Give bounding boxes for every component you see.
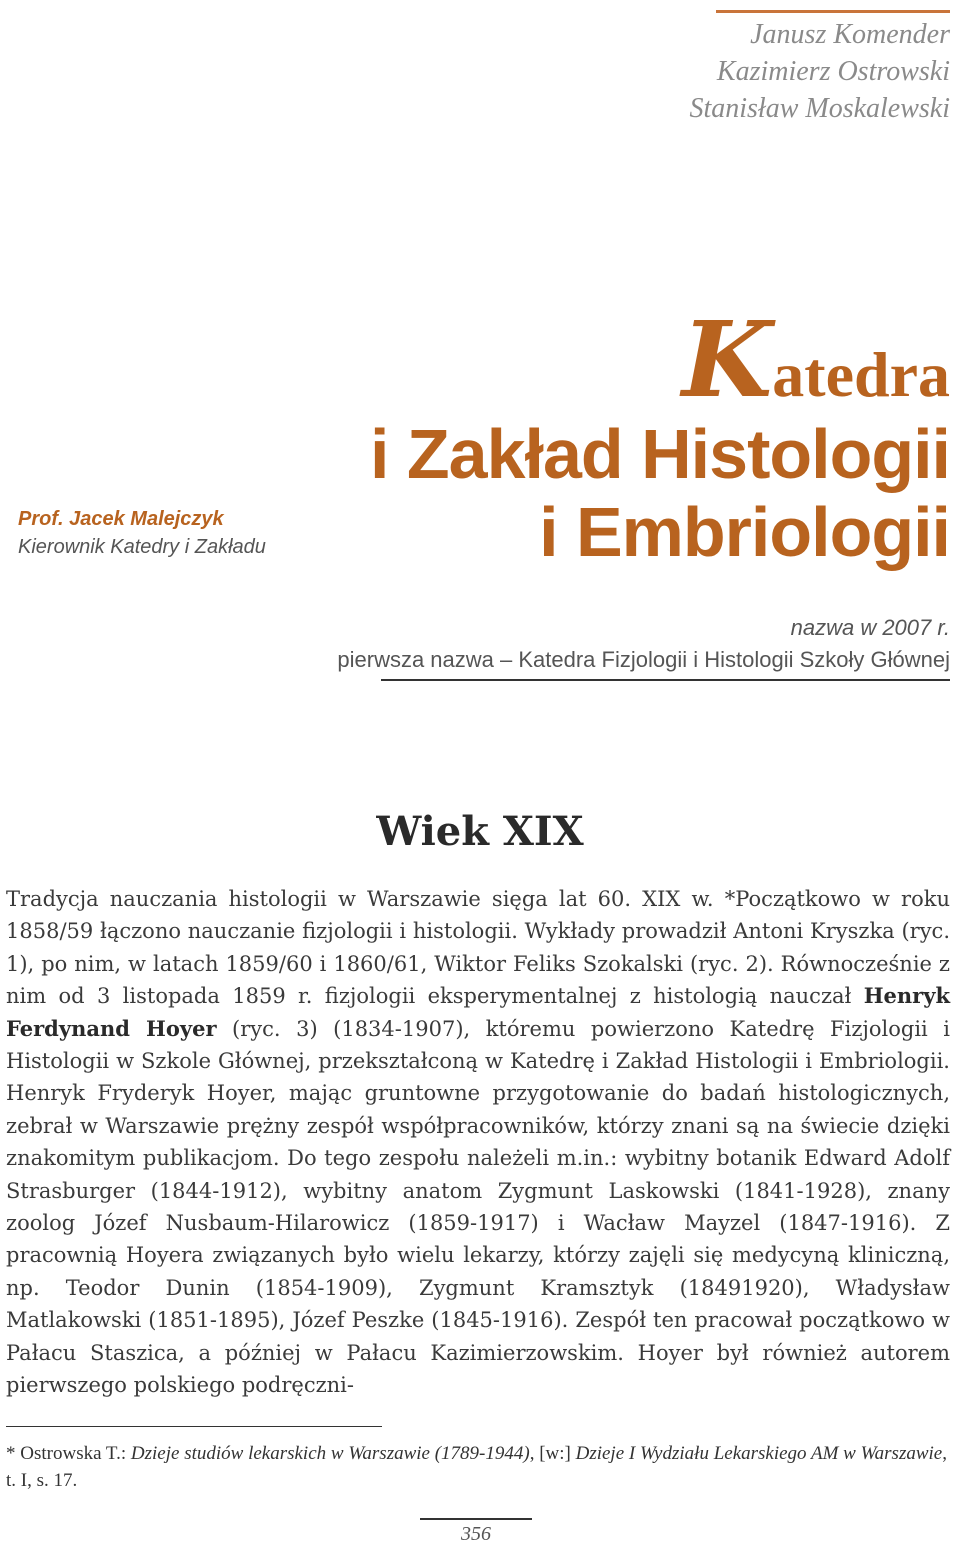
author-name: Stanisław Moskalewski xyxy=(689,93,950,124)
head-role: Kierownik Katedry i Zakładu xyxy=(18,536,266,558)
first-name: pierwsza nazwa – Katedra Fizjologii i Histologii Szkoły Głównej xyxy=(337,647,950,672)
footnote-source-title: Dzieje I Wydziału Lekarskiego AM w Warszawie xyxy=(575,1443,943,1464)
name-rule xyxy=(381,679,950,681)
title-line-2: i Zakład Histologii xyxy=(370,415,950,493)
section-title: Wiek XIX xyxy=(376,808,584,855)
footnote xyxy=(6,1440,950,1494)
title-line-1 xyxy=(370,298,950,421)
chapter-title xyxy=(370,298,950,571)
head-name: Prof. Jacek Malejczyk xyxy=(18,508,224,530)
author-name: Kazimierz Ostrowski xyxy=(716,56,950,87)
current-name-year: nazwa w 2007 r. xyxy=(790,615,950,640)
title-line-1-rest: atedra xyxy=(772,339,950,410)
page-number: 356 xyxy=(461,1523,491,1545)
title-initial: K xyxy=(681,298,773,421)
page-number-rule xyxy=(420,1518,532,1520)
body-text-part-1: Tradycja nauczania histologii w Warszawie sięga lat 60. XIX w. *Początkowo w roku 1858/59 łączono nauczanie fizjologii i histologii. Wykłady prowadził Antoni Kryszka (ryc. 1), po nim, w latach 1859/60 i 1860/61, Wiktor Feliks Szokalski (ryc. 2). Równocześnie z nim od 3 listopada 1859 r. fizjologii eksperymentalnej z histologią nauczał xyxy=(6,887,950,1009)
body-bold-name: Henryk Ferdynand Hoyer xyxy=(6,983,950,1041)
top-rule xyxy=(716,10,950,13)
body-text-part-2: (ryc. 3) (1834-1907), któremu powierzono Katedrę Fizjologii i Histologii w Szkole Głównej, przekształconą w Katedrę i Zakład Histologii i Embriologii. Henryk Fryderyk Hoyer, mając gruntowne przygotowanie do badań histologicznych, zebrał w Warszawie prężny zespół współpracowników, którzy znani są na świecie dzięki znakomitym publikacjom. Do tego zespołu należeli m.in.: wybitny botanik Edward Adolf Strasburger (1844-1912), wybitny anatom Zygmunt Laskowski (1841-1928), znany zoolog Józef Nusbaum-Hilarowicz (1859-1917) i Wacław Mayzel (1847-1916). Z pracownią Hoyera związanych było wielu lekarzy, którzy zajęli się medycyną kliniczną, np. Teodor Dunin (1854-1909), Zygmunt Kramsztyk (18491920), Władysław Matlakowski (1851-1895), Józef Peszke (1845-1916). Zespół ten pracował początkowo w Pałacu Staszica, a później w Pałacu Kazimierzowskim. Hoyer był również autorem pierwszego polskiego podręczni- xyxy=(6,1016,951,1398)
author-name: Janusz Komender xyxy=(750,19,950,50)
title-line-3: i Embriologii xyxy=(539,493,950,571)
department-names xyxy=(337,612,950,676)
footnote-rule xyxy=(6,1426,382,1427)
department-head xyxy=(18,505,266,561)
footnote-prefix: * Ostrowska T.: xyxy=(6,1443,131,1464)
footnote-middle: , [w:] xyxy=(529,1443,576,1464)
authors-list xyxy=(689,16,950,127)
body-paragraph xyxy=(6,883,950,1402)
footnote-suffix: , t. I, s. 17. xyxy=(6,1443,947,1491)
footnote-work-title: Dzieje studiów lekarskich w Warszawie (1789-1944) xyxy=(130,1443,530,1464)
